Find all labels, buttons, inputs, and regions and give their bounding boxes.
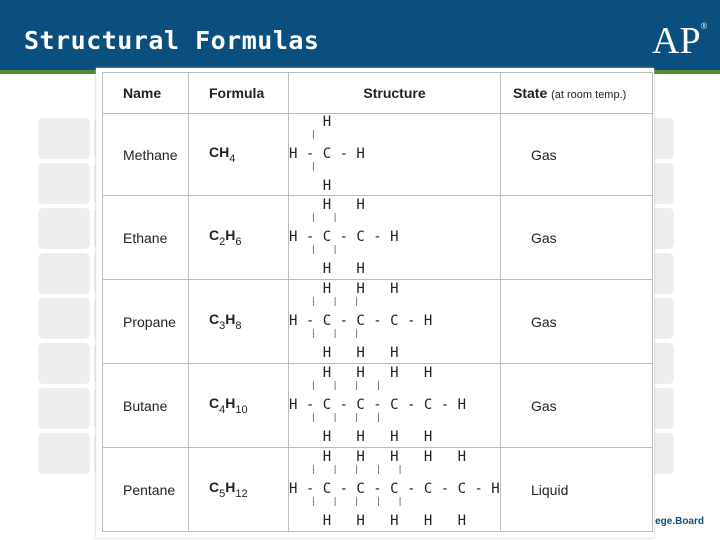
cell-structure: [289, 364, 501, 448]
structure-line: H H H: [289, 280, 399, 297]
formula-subscript: 2: [219, 236, 226, 248]
structure-line: |: [289, 161, 317, 172]
structure-line: | |: [289, 244, 338, 255]
structure-line: | |: [289, 212, 338, 223]
header-state-note: (at room temp.): [551, 89, 627, 101]
cell-state: Gas: [501, 114, 653, 196]
structure-line: | | |: [289, 296, 360, 307]
structure-line: H - C - C - C - H: [289, 312, 433, 329]
header-name: Name: [103, 73, 189, 114]
table-row: [103, 196, 653, 280]
structure-line: H H H H: [289, 428, 433, 445]
background-grid-cell: [38, 343, 90, 384]
header-state: [501, 73, 653, 114]
cell-formula: [189, 114, 289, 196]
formula-element: C: [209, 479, 220, 495]
formula-element: H: [225, 227, 236, 243]
cell-structure: [289, 280, 501, 364]
structure-line: H: [289, 113, 332, 130]
formula-element: H: [219, 144, 230, 160]
structure-line: |: [289, 129, 317, 140]
title-bar: [0, 0, 720, 70]
structure-line: H H: [289, 260, 365, 277]
table-header-row: [103, 73, 653, 114]
slide-title: Structural Formulas: [24, 26, 320, 55]
formula-element: C: [209, 227, 220, 243]
cell-state: Gas: [501, 280, 653, 364]
formula-subscript: 4: [229, 153, 236, 165]
table-row: [103, 114, 653, 196]
structure-line: H H H H H: [289, 448, 467, 465]
cell-structure: [289, 114, 501, 196]
formula-subscript: 8: [235, 320, 242, 332]
structure-line: | | | |: [289, 380, 382, 391]
alkane-table: [102, 72, 653, 532]
background-grid-cell: [38, 253, 90, 294]
cell-state: Gas: [501, 364, 653, 448]
cell-formula: [189, 364, 289, 448]
structure-line: H H: [289, 196, 365, 213]
structure-line: H - C - H: [289, 145, 365, 162]
header-formula: Formula: [189, 73, 289, 114]
table-row: [103, 448, 653, 532]
table-row: [103, 364, 653, 448]
structure-line: | | | | |: [289, 464, 403, 475]
structure-line: H - C - C - H: [289, 228, 399, 245]
cell-formula: [189, 280, 289, 364]
cell-name: Butane: [103, 364, 189, 448]
structure-line: H H H H H: [289, 512, 467, 529]
cell-structure: [289, 196, 501, 280]
cell-name: Ethane: [103, 196, 189, 280]
structure-line: H: [289, 177, 332, 194]
formula-subscript: 12: [235, 488, 248, 500]
structure-line: H - C - C - C - C - H: [289, 396, 467, 413]
background-grid-cell: [38, 433, 90, 474]
cell-structure: [289, 448, 501, 532]
formula-subscript: 10: [235, 404, 248, 416]
cell-formula: [189, 448, 289, 532]
background-grid-cell: [38, 388, 90, 429]
structure-line: | | | | |: [289, 496, 403, 507]
formula-element: C: [209, 144, 220, 160]
cell-name: Propane: [103, 280, 189, 364]
formula-subscript: 6: [235, 236, 242, 248]
formula-subscript: 3: [219, 320, 226, 332]
background-grid-cell: [38, 298, 90, 339]
formula-element: H: [225, 311, 236, 327]
background-grid-cell: [38, 208, 90, 249]
cell-state: Gas: [501, 196, 653, 280]
cell-name: Pentane: [103, 448, 189, 532]
structure-line: | | | |: [289, 412, 382, 423]
ap-logo-text: AP: [652, 20, 701, 62]
footer-brand: ege.Board: [655, 516, 704, 527]
formula-element: C: [209, 395, 220, 411]
formula-subscript: 4: [219, 404, 226, 416]
formula-subscript: 5: [219, 488, 226, 500]
structure-line: H H H H: [289, 364, 433, 381]
header-structure: Structure: [289, 73, 501, 114]
cell-name: Methane: [103, 114, 189, 196]
background-grid-cell: [38, 163, 90, 204]
structure-line: | | |: [289, 328, 360, 339]
header-state-label: State: [513, 85, 548, 101]
ap-logo: AP®: [652, 20, 708, 62]
background-grid-cell: [38, 118, 90, 159]
table-row: [103, 280, 653, 364]
formula-element: C: [209, 311, 220, 327]
cell-state: Liquid: [501, 448, 653, 532]
formula-element: H: [225, 395, 236, 411]
structure-line: H - C - C - C - C - C - H: [289, 480, 500, 497]
cell-formula: [189, 196, 289, 280]
structure-line: H H H: [289, 344, 399, 361]
formula-element: H: [225, 479, 236, 495]
